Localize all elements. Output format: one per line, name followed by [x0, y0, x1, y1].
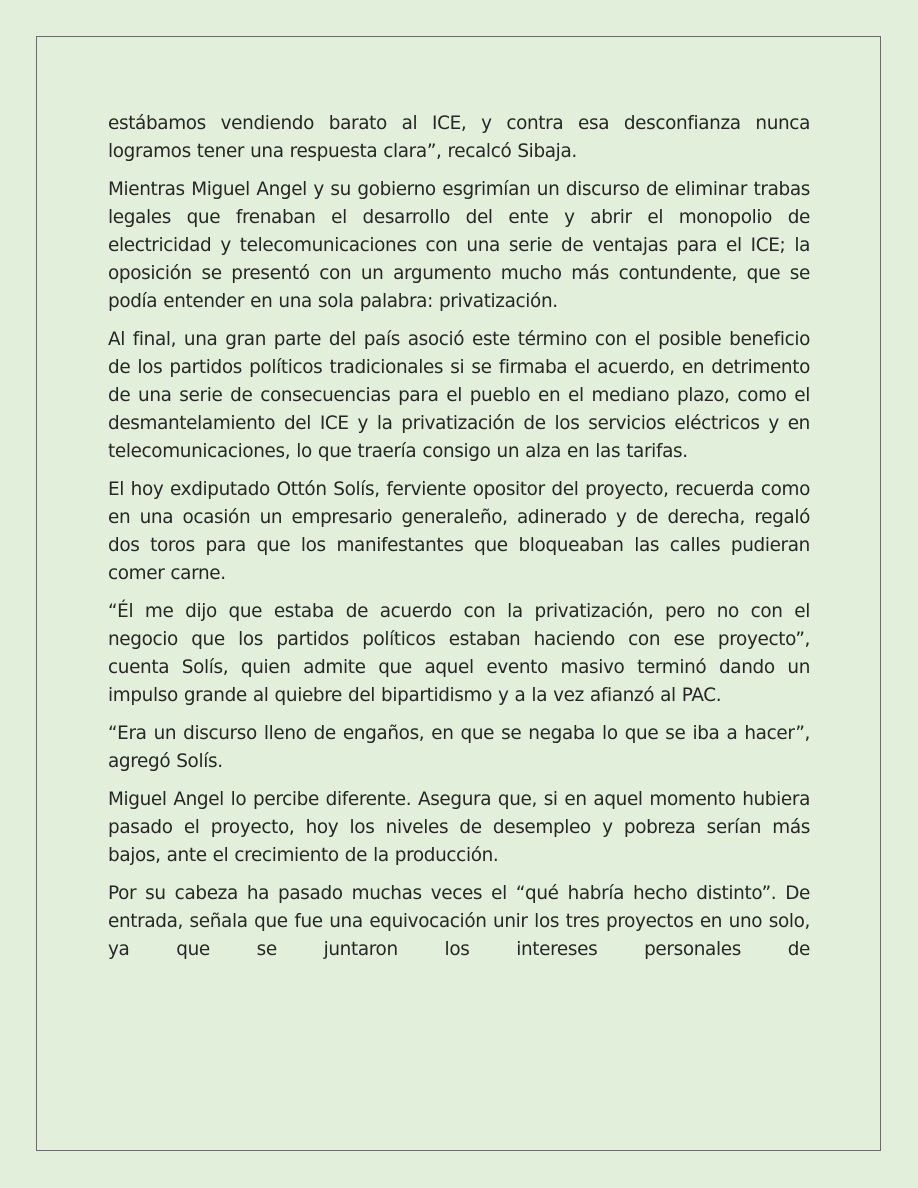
paragraph-8: Por su cabeza ha pasado muchas veces el “qué habría hecho distinto”. De entrada, señala que fue una equivocación unir los tres proyectos en uno solo, ya que se juntaron los intereses personales de [108, 883, 810, 960]
paragraph-5: “Él me dijo que estaba de acuerdo con la privatización, pero no con el negocio que los partidos políticos estaban haciendo con ese proyecto”, cuenta Solís, quien admite que aquel evento masivo terminó dando un impulso grande al quiebre del bipartidismo y a la vez afianzó al PAC. [108, 601, 810, 706]
paragraph-1: estábamos vendiendo barato al ICE, y contra esa desconfianza nunca logramos tener una respuesta clara”, recalcó Sibaja. [108, 113, 810, 162]
paragraph-7: Miguel Angel lo percibe diferente. Asegura que, si en aquel momento hubiera pasado el proyecto, hoy los niveles de desempleo y pobreza serían más bajos, ante el crecimiento de la producción. [108, 789, 810, 866]
document-body [108, 110, 810, 974]
paragraph-3: Al final, una gran parte del país asoció este término con el posible beneficio de los partidos políticos tradicionales si se firmaba el acuerdo, en detrimento de una serie de consecuencias para el pueblo en el mediano plazo, como el desmantelamiento del ICE y la privatización de los servicios eléctricos y en telecomunicaciones, lo que traería consigo un alza en las tarifas. [108, 329, 810, 462]
paragraph-6: “Era un discurso lleno de engaños, en que se negaba lo que se iba a hacer”, agregó Solís. [108, 723, 810, 772]
paragraph-2: Mientras Miguel Angel y su gobierno esgrimían un discurso de eliminar trabas legales que frenaban el desarrollo del ente y abrir el monopolio de electricidad y telecomunicaciones con una serie de ventajas para el ICE; la oposición se presentó con un argumento mucho más contundente, que se podía entender en una sola palabra: privatización. [108, 179, 810, 312]
paragraph-4: El hoy exdiputado Ottón Solís, ferviente opositor del proyecto, recuerda como en una ocasión un empresario generaleño, adinerado y de derecha, regaló dos toros para que los manifestantes que bloqueaban las calles pudieran comer carne. [108, 479, 810, 584]
